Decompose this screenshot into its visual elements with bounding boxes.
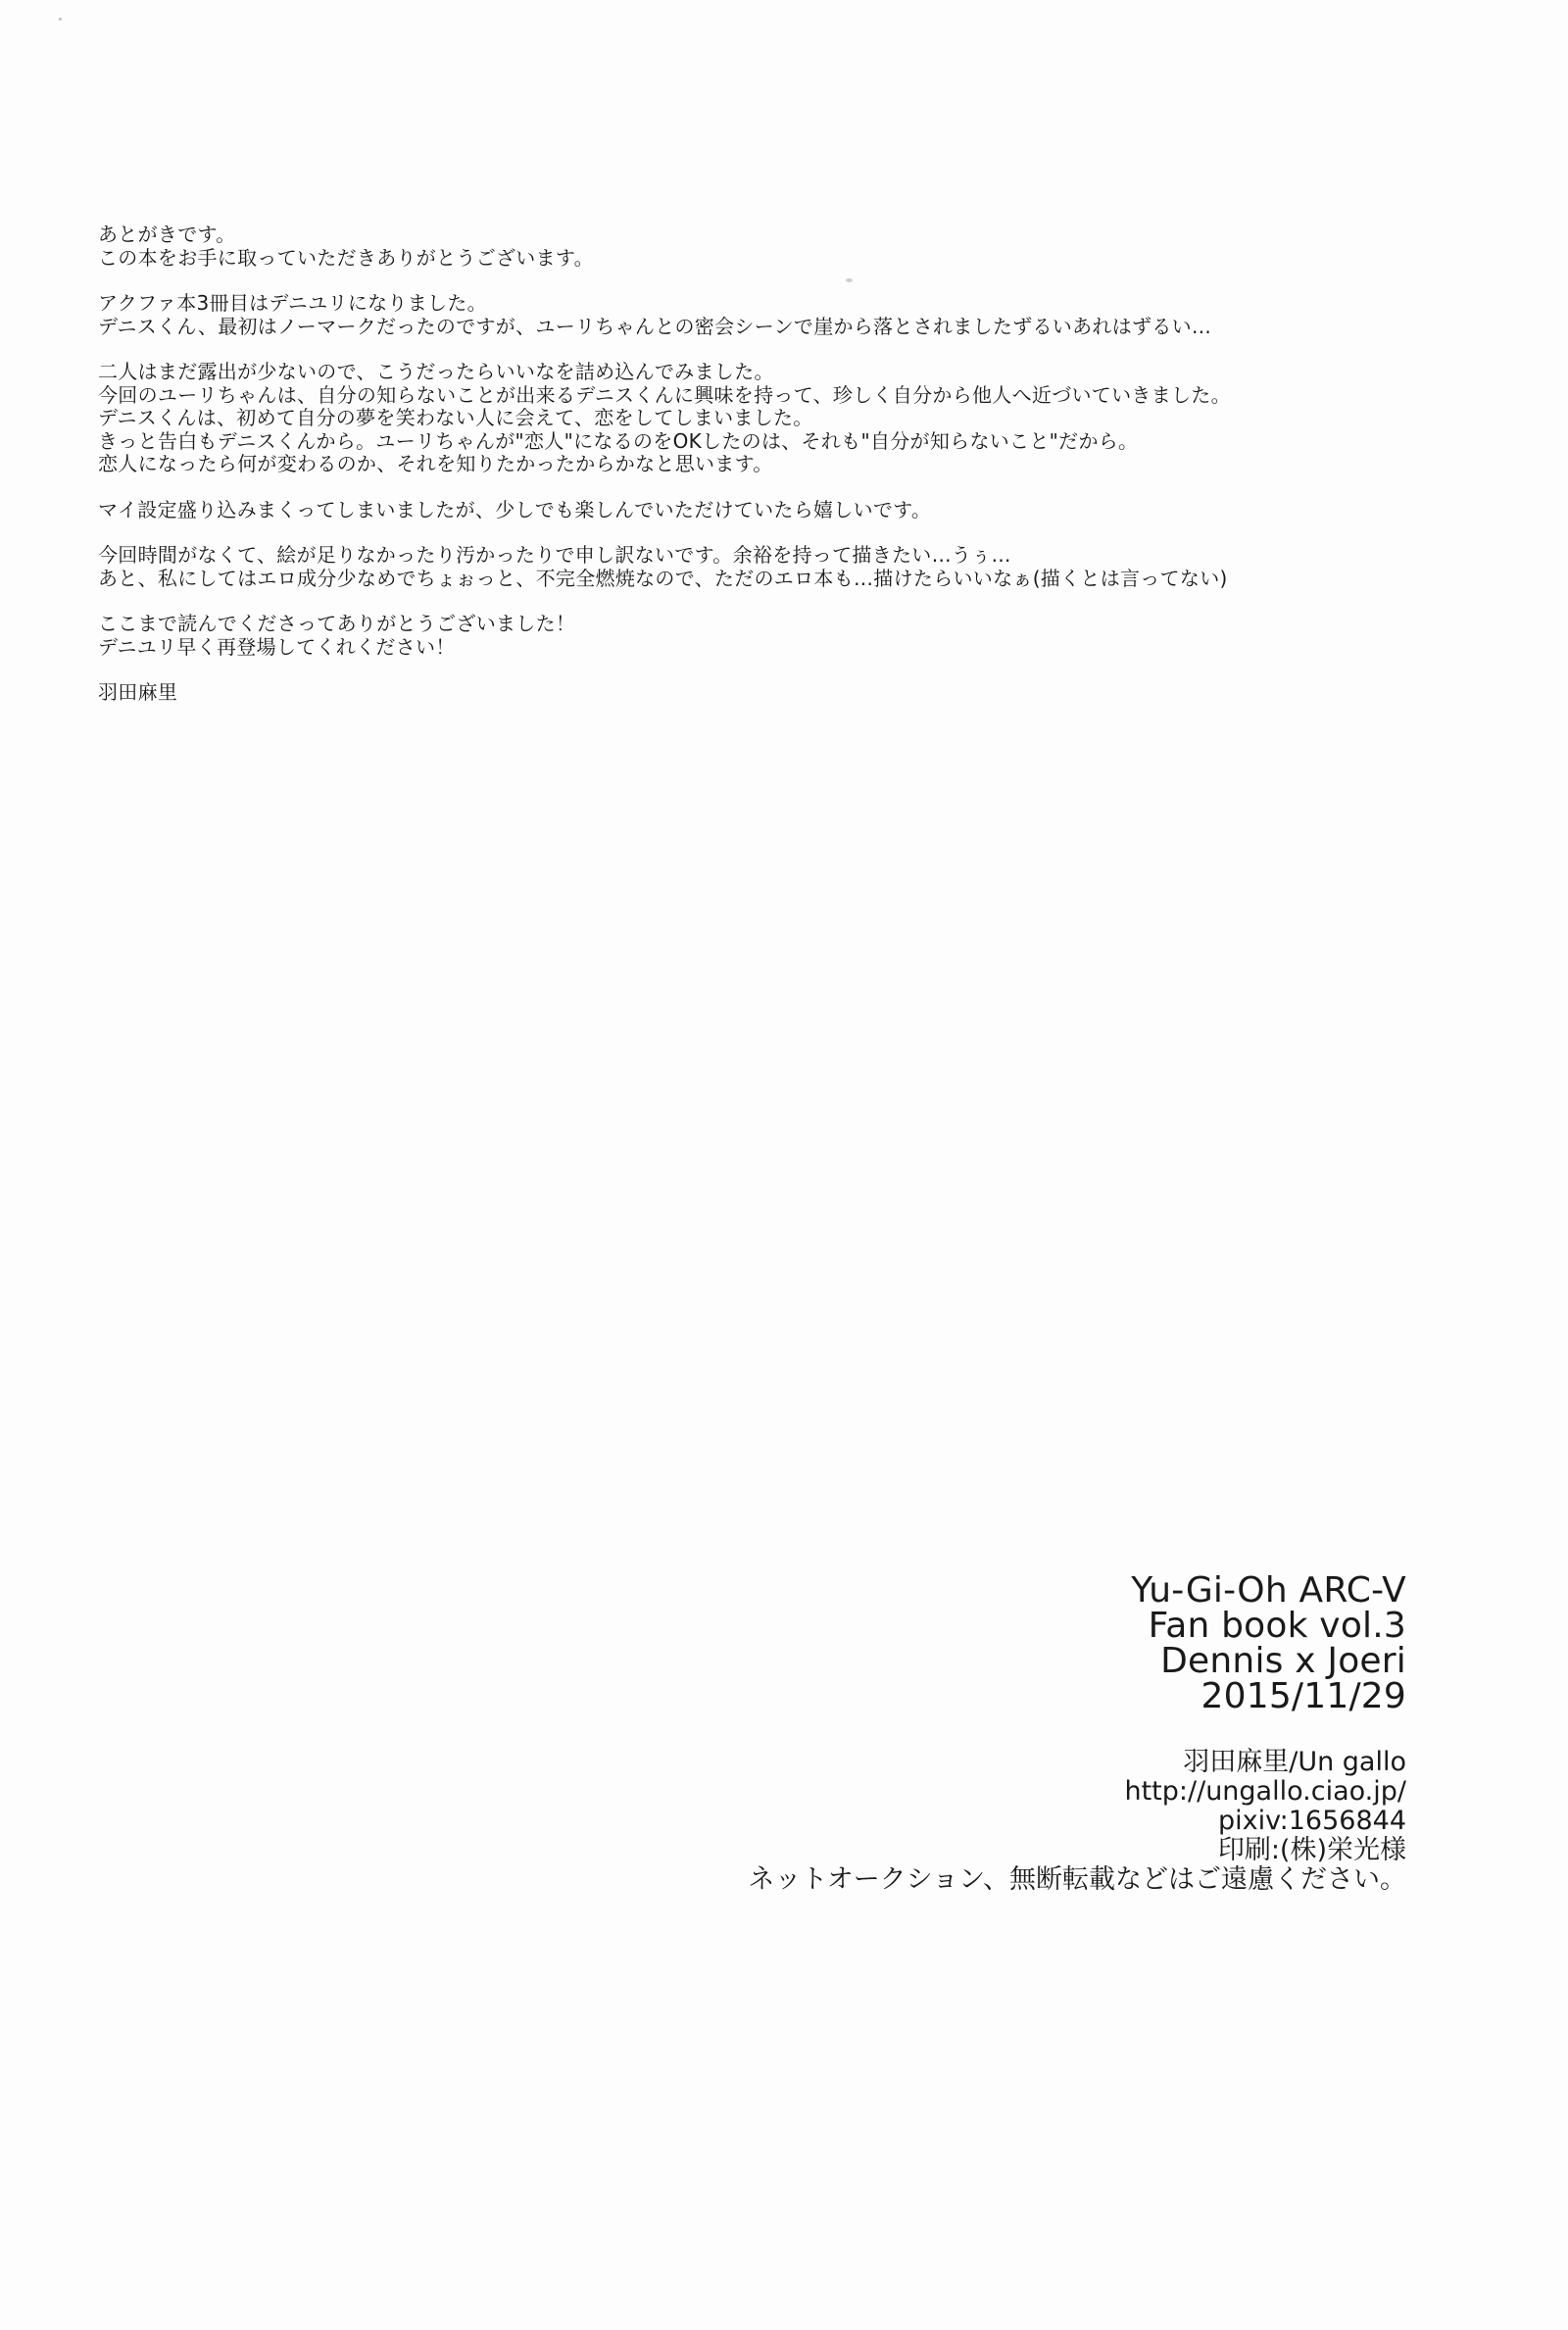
author-signature: 羽田麻里	[98, 680, 178, 704]
afterword-line: 今回のユーリちゃんは、自分の知らないことが出来るデニスくんに興味を持って、珍しく自分から他人へ近づいていきました。	[98, 382, 1231, 407]
afterword-line: マイ設定盛り込みまくってしまいましたが、少しでも楽しんでいただけていたら嬉しいです。	[98, 497, 932, 521]
publication-date: 2015/11/29	[1200, 1676, 1406, 1716]
afterword-line: ここまで読んでくださってありがとうございました！	[98, 612, 576, 635]
author-circle: 羽田麻里/Un gallo	[1183, 1747, 1406, 1777]
reprint-notice: ネットオークション、無断転載などはご遠慮ください。	[748, 1864, 1406, 1895]
book-pairing: Dennis x Joeri	[1160, 1641, 1406, 1681]
website-url: http://ungallo.ciao.jp/	[1124, 1776, 1406, 1807]
afterword-paragraph	[98, 292, 1499, 338]
afterword-line: きっと告白もデニスくんから。ユーリちゃんが"恋人"になるのをOKしたのは、それも"自分が知らないこと"だから。	[98, 428, 1139, 453]
afterword-line: 二人はまだ露出が少ないので、こうだったらいいなを詰め込んでみました。	[98, 360, 774, 383]
pixiv-id: pixiv:1656844	[1218, 1806, 1406, 1836]
afterword-paragraph	[98, 223, 1499, 270]
colophon	[748, 1570, 1407, 1895]
afterword-paragraph	[98, 361, 1499, 476]
afterword-line: 恋人になったら何が変わるのか、それを知りたかったからかなと思います。	[98, 452, 773, 475]
afterword-line: 今回時間がなくて、絵が足りなかったり汚かったりで申し訳ないです。余裕を持って描きたい…うぅ…	[98, 543, 1011, 567]
afterword-line: あとがきです。	[98, 223, 236, 246]
afterword-line: デニスくん、最初はノーマークだったのですが、ユーリちゃんとの密会シーンで崖から落とされましたずるいあれはずるい…	[98, 314, 1212, 338]
afterword-paragraph	[98, 613, 1499, 659]
book-volume: Fan book vol.3	[1148, 1606, 1406, 1646]
colophon-spacer	[749, 1714, 1407, 1748]
afterword-paragraph	[98, 544, 1499, 590]
printer: 印刷:(株)栄光様	[1217, 1835, 1406, 1865]
afterword-line: デニユリ早く再登場してくれください！	[98, 634, 456, 659]
paper-speck	[59, 18, 62, 21]
afterword-line: あと、私にしてはエロ成分少なめでちょぉっと、不完全燃焼なので、ただのエロ本も…描けたらいいなぁ(描くとは言ってない)	[98, 566, 1228, 590]
book-series-title: Yu-Gi-Oh ARC-V	[1131, 1570, 1406, 1611]
afterword-line: デニスくんは、初めて自分の夢を笑わない人に会えて、恋をしてしまいました。	[98, 406, 813, 429]
afterword-line: この本をお手に取っていただきありがとうございます。	[98, 245, 594, 270]
afterword-paragraph	[98, 499, 1499, 522]
afterword	[98, 223, 1499, 705]
afterword-line: アクファ本3冊目はデニユリになりました。	[98, 291, 487, 315]
